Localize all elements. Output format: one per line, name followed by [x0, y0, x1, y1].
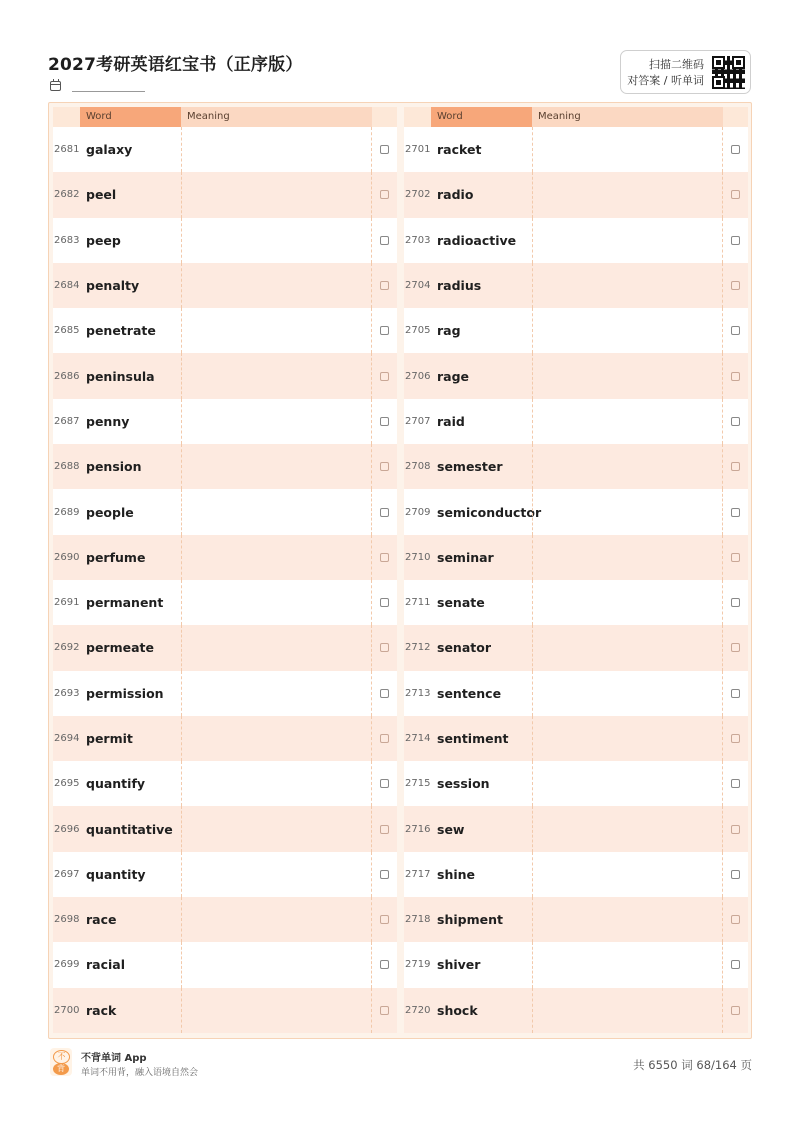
check-cell — [372, 915, 397, 924]
word-number: 2692 — [54, 642, 80, 654]
check-cell — [723, 1006, 748, 1015]
table-row — [53, 852, 397, 897]
table-row — [404, 353, 748, 398]
word-number: 2718 — [405, 914, 431, 926]
checkbox[interactable] — [380, 372, 389, 381]
check-cell — [723, 145, 748, 154]
word-text: people — [86, 504, 134, 520]
meaning-field[interactable] — [532, 580, 723, 625]
check-cell — [372, 825, 397, 834]
word-number: 2714 — [405, 733, 431, 744]
word-number: 2697 — [54, 868, 80, 880]
check-cell — [723, 326, 748, 335]
meaning-field[interactable] — [181, 988, 372, 1033]
word-number: 2720 — [405, 1004, 431, 1016]
word-number: 2706 — [405, 370, 431, 382]
check-cell — [723, 598, 748, 607]
table-row — [404, 218, 748, 263]
word-number: 2696 — [54, 823, 80, 835]
checkbox[interactable] — [380, 779, 389, 788]
table-row — [53, 897, 397, 942]
meaning-field[interactable] — [181, 625, 372, 670]
meaning-field[interactable] — [532, 942, 723, 987]
word-text: semiconductor — [437, 504, 542, 520]
checkbox[interactable] — [731, 145, 740, 154]
table-row — [53, 625, 397, 670]
checkbox[interactable] — [731, 236, 740, 245]
table-row — [404, 806, 748, 851]
checkbox[interactable] — [731, 825, 740, 834]
table-row — [53, 580, 397, 625]
word-number: 2684 — [54, 280, 80, 292]
word-text: radius — [437, 278, 482, 294]
word-number: 2685 — [54, 325, 80, 337]
word-number: 2699 — [54, 959, 80, 971]
table-row — [404, 897, 748, 942]
check-cell — [372, 553, 397, 562]
page-info: 共 6550 词 68/164 页 — [633, 1058, 752, 1072]
word-number: 2716 — [405, 823, 431, 835]
checkbox[interactable] — [380, 326, 389, 335]
checkbox[interactable] — [380, 870, 389, 879]
date-input-line[interactable] — [72, 91, 145, 92]
check-cell — [372, 734, 397, 743]
word-text: sentence — [437, 685, 502, 701]
table-row — [404, 580, 748, 625]
word-text: semester — [437, 459, 503, 475]
meaning-field[interactable] — [181, 535, 372, 580]
checkbox[interactable] — [380, 1006, 389, 1015]
table-row — [404, 671, 748, 716]
checkbox[interactable] — [731, 734, 740, 743]
word-text: penetrate — [86, 323, 156, 339]
meaning-field[interactable] — [532, 988, 723, 1033]
checkbox[interactable] — [380, 236, 389, 245]
checkbox[interactable] — [731, 462, 740, 471]
word-text: permission — [86, 685, 164, 701]
word-text: sew — [437, 821, 465, 837]
table-row — [53, 806, 397, 851]
meaning-field[interactable] — [181, 218, 372, 263]
word-number: 2701 — [405, 144, 431, 156]
word-number: 2703 — [405, 234, 431, 246]
check-cell — [372, 417, 397, 426]
checkbox[interactable] — [731, 779, 740, 788]
meaning-field[interactable] — [181, 489, 372, 534]
checkbox[interactable] — [731, 417, 740, 426]
table-row — [53, 172, 397, 217]
meaning-field[interactable] — [181, 942, 372, 987]
meaning-field[interactable] — [181, 580, 372, 625]
check-cell — [723, 553, 748, 562]
check-cell — [723, 915, 748, 924]
word-number: 2687 — [54, 415, 80, 427]
check-cell — [723, 462, 748, 471]
table-row — [404, 127, 748, 172]
table-row — [53, 444, 397, 489]
check-cell — [723, 643, 748, 652]
word-text: permeate — [86, 640, 154, 656]
checkbox[interactable] — [731, 643, 740, 652]
meaning-field[interactable] — [181, 263, 372, 308]
check-cell — [372, 372, 397, 381]
meaning-field[interactable] — [532, 806, 723, 851]
word-number: 2710 — [405, 551, 431, 563]
table-row — [404, 535, 748, 580]
word-number: 2681 — [54, 144, 80, 156]
word-text: galaxy — [86, 142, 133, 158]
meaning-field[interactable] — [532, 263, 723, 308]
checkbox[interactable] — [380, 960, 389, 969]
meaning-field[interactable] — [532, 535, 723, 580]
meaning-field[interactable] — [181, 897, 372, 942]
word-number: 2719 — [405, 959, 431, 971]
check-cell — [372, 281, 397, 290]
table-row — [53, 308, 397, 353]
checkbox[interactable] — [731, 915, 740, 924]
table-row — [53, 218, 397, 263]
check-cell — [723, 190, 748, 199]
table-row — [53, 988, 397, 1033]
word-text: senator — [437, 640, 491, 656]
table-row — [404, 761, 748, 806]
word-number: 2708 — [405, 461, 431, 473]
checkbox[interactable] — [380, 508, 389, 517]
word-text: session — [437, 776, 490, 792]
word-number: 2691 — [54, 597, 80, 609]
word-text: permanent — [86, 595, 164, 611]
checkbox[interactable] — [380, 825, 389, 834]
header-word: Word — [431, 107, 532, 127]
qr-caption-line2: 对答案 / 听单词 — [627, 74, 704, 87]
word-text: shock — [437, 1002, 478, 1018]
word-text: penalty — [86, 278, 140, 294]
checkbox[interactable] — [380, 598, 389, 607]
table-row — [53, 263, 397, 308]
checkbox[interactable] — [731, 870, 740, 879]
check-cell — [723, 960, 748, 969]
check-cell — [723, 236, 748, 245]
check-cell — [372, 960, 397, 969]
header-word: Word — [80, 107, 181, 127]
header-meaning: Meaning — [532, 107, 723, 127]
check-cell — [723, 508, 748, 517]
checkbox[interactable] — [731, 960, 740, 969]
qr-caption — [627, 57, 704, 89]
meaning-field[interactable] — [532, 716, 723, 761]
check-cell — [372, 1006, 397, 1015]
qr-code-icon[interactable] — [712, 56, 745, 89]
meaning-field[interactable] — [532, 172, 723, 217]
checkbox[interactable] — [731, 326, 740, 335]
meaning-field[interactable] — [181, 353, 372, 398]
check-cell — [723, 870, 748, 879]
meaning-field[interactable] — [532, 353, 723, 398]
word-text: shipment — [437, 912, 503, 928]
word-number: 2700 — [54, 1004, 80, 1016]
check-cell — [372, 236, 397, 245]
meaning-field[interactable] — [181, 761, 372, 806]
word-number: 2698 — [54, 914, 80, 926]
checkbox[interactable] — [380, 734, 389, 743]
word-number: 2690 — [54, 551, 80, 563]
word-number: 2709 — [405, 506, 431, 518]
word-number: 2711 — [405, 597, 431, 609]
meaning-field[interactable] — [532, 218, 723, 263]
check-cell — [372, 190, 397, 199]
word-table-left — [53, 107, 397, 1033]
word-text: quantitative — [86, 821, 173, 837]
checkbox[interactable] — [380, 915, 389, 924]
logo-bottom-char: 背 — [53, 1063, 69, 1075]
table-row — [53, 942, 397, 987]
meaning-field[interactable] — [532, 852, 723, 897]
meaning-field[interactable] — [532, 399, 723, 444]
word-number: 2715 — [405, 778, 431, 790]
qr-box[interactable] — [620, 50, 751, 94]
meaning-field[interactable] — [532, 308, 723, 353]
meaning-field[interactable] — [181, 444, 372, 489]
table-row — [404, 399, 748, 444]
check-cell — [723, 417, 748, 426]
word-number: 2689 — [54, 506, 80, 518]
word-text: sentiment — [437, 731, 509, 746]
table-row — [53, 761, 397, 806]
word-text: quantify — [86, 776, 146, 792]
header-meaning: Meaning — [181, 107, 372, 127]
word-text: shiver — [437, 957, 481, 973]
table-row — [404, 263, 748, 308]
check-cell — [372, 689, 397, 698]
meaning-field[interactable] — [181, 716, 372, 761]
app-slogan: 单词不用背，融入语境自然会 — [81, 1068, 199, 1078]
meaning-field[interactable] — [532, 444, 723, 489]
word-number: 2695 — [54, 778, 80, 790]
check-cell — [723, 281, 748, 290]
word-text: raid — [437, 413, 465, 429]
table-row — [53, 353, 397, 398]
check-cell — [372, 779, 397, 788]
meaning-field[interactable] — [181, 127, 372, 172]
checkbox[interactable] — [731, 689, 740, 698]
check-cell — [723, 825, 748, 834]
word-text: perfume — [86, 549, 146, 565]
word-number: 2702 — [405, 189, 431, 201]
word-number: 2704 — [405, 280, 431, 292]
checkbox[interactable] — [380, 145, 389, 154]
word-text: peninsula — [86, 368, 155, 384]
checkbox[interactable] — [731, 1006, 740, 1015]
check-cell — [372, 326, 397, 335]
page-title: 2027考研英语红宝书（正序版） — [48, 55, 303, 75]
word-text: penny — [86, 413, 130, 429]
word-text: radio — [437, 187, 474, 203]
word-text: peel — [86, 187, 117, 203]
check-cell — [723, 779, 748, 788]
word-number: 2694 — [54, 733, 80, 744]
meaning-field[interactable] — [181, 852, 372, 897]
word-number: 2682 — [54, 189, 80, 201]
word-text: rage — [437, 368, 470, 384]
check-cell — [372, 145, 397, 154]
meaning-field[interactable] — [181, 172, 372, 217]
word-text: radioactive — [437, 232, 517, 248]
table-row — [404, 625, 748, 670]
meaning-field[interactable] — [532, 671, 723, 716]
word-table-right — [404, 107, 748, 1033]
meaning-field[interactable] — [532, 489, 723, 534]
meaning-field[interactable] — [532, 761, 723, 806]
word-text: shine — [437, 866, 476, 882]
meaning-field[interactable] — [181, 671, 372, 716]
checkbox[interactable] — [731, 598, 740, 607]
checkbox[interactable] — [731, 553, 740, 562]
table-row — [404, 444, 748, 489]
table-row — [404, 489, 748, 534]
table-row — [53, 399, 397, 444]
check-cell — [372, 598, 397, 607]
word-text: seminar — [437, 549, 494, 565]
word-number: 2686 — [54, 370, 80, 382]
app-name: 不背单词 App — [81, 1053, 147, 1064]
word-number: 2705 — [405, 325, 431, 337]
word-text: pension — [86, 459, 142, 475]
word-text: quantity — [86, 866, 146, 882]
table-row — [404, 172, 748, 217]
check-cell — [372, 508, 397, 517]
table-row — [404, 716, 748, 761]
checkbox[interactable] — [380, 553, 389, 562]
table-row — [404, 308, 748, 353]
table-header — [53, 107, 397, 127]
check-cell — [723, 689, 748, 698]
table-row — [53, 535, 397, 580]
app-logo — [50, 1048, 72, 1076]
word-number: 2707 — [405, 415, 431, 427]
word-number: 2688 — [54, 461, 80, 473]
checkbox[interactable] — [731, 372, 740, 381]
calendar-icon — [50, 81, 61, 91]
word-text: race — [86, 912, 117, 928]
word-number: 2712 — [405, 642, 431, 654]
table-row — [404, 942, 748, 987]
check-cell — [372, 462, 397, 471]
checkbox[interactable] — [380, 190, 389, 199]
logo-top-char: 不 — [53, 1050, 70, 1064]
table-row — [53, 716, 397, 761]
check-cell — [372, 870, 397, 879]
checkbox[interactable] — [380, 462, 389, 471]
word-text: peep — [86, 232, 121, 248]
word-number: 2713 — [405, 687, 431, 699]
word-text: rack — [86, 1002, 117, 1018]
word-number: 2717 — [405, 868, 431, 880]
word-text: senate — [437, 595, 485, 611]
checkbox[interactable] — [380, 689, 389, 698]
word-number: 2693 — [54, 687, 80, 699]
meaning-field[interactable] — [532, 127, 723, 172]
qr-caption-line1: 扫描二维码 — [649, 58, 704, 71]
table-row — [404, 852, 748, 897]
checkbox[interactable] — [380, 417, 389, 426]
table-row — [53, 489, 397, 534]
checkbox[interactable] — [731, 281, 740, 290]
check-cell — [372, 643, 397, 652]
word-text: permit — [86, 731, 133, 746]
meaning-field[interactable] — [181, 308, 372, 353]
word-text: rag — [437, 323, 461, 339]
check-cell — [723, 372, 748, 381]
meaning-field[interactable] — [181, 399, 372, 444]
checkbox[interactable] — [731, 508, 740, 517]
table-row — [53, 127, 397, 172]
word-text: racket — [437, 142, 482, 158]
table-row — [404, 988, 748, 1033]
meaning-field[interactable] — [532, 625, 723, 670]
word-text: racial — [86, 957, 126, 973]
check-cell — [723, 734, 748, 743]
checkbox[interactable] — [380, 643, 389, 652]
checkbox[interactable] — [731, 190, 740, 199]
meaning-field[interactable] — [181, 806, 372, 851]
meaning-field[interactable] — [532, 897, 723, 942]
table-header — [404, 107, 748, 127]
word-number: 2683 — [54, 234, 80, 246]
table-row — [53, 671, 397, 716]
checkbox[interactable] — [380, 281, 389, 290]
